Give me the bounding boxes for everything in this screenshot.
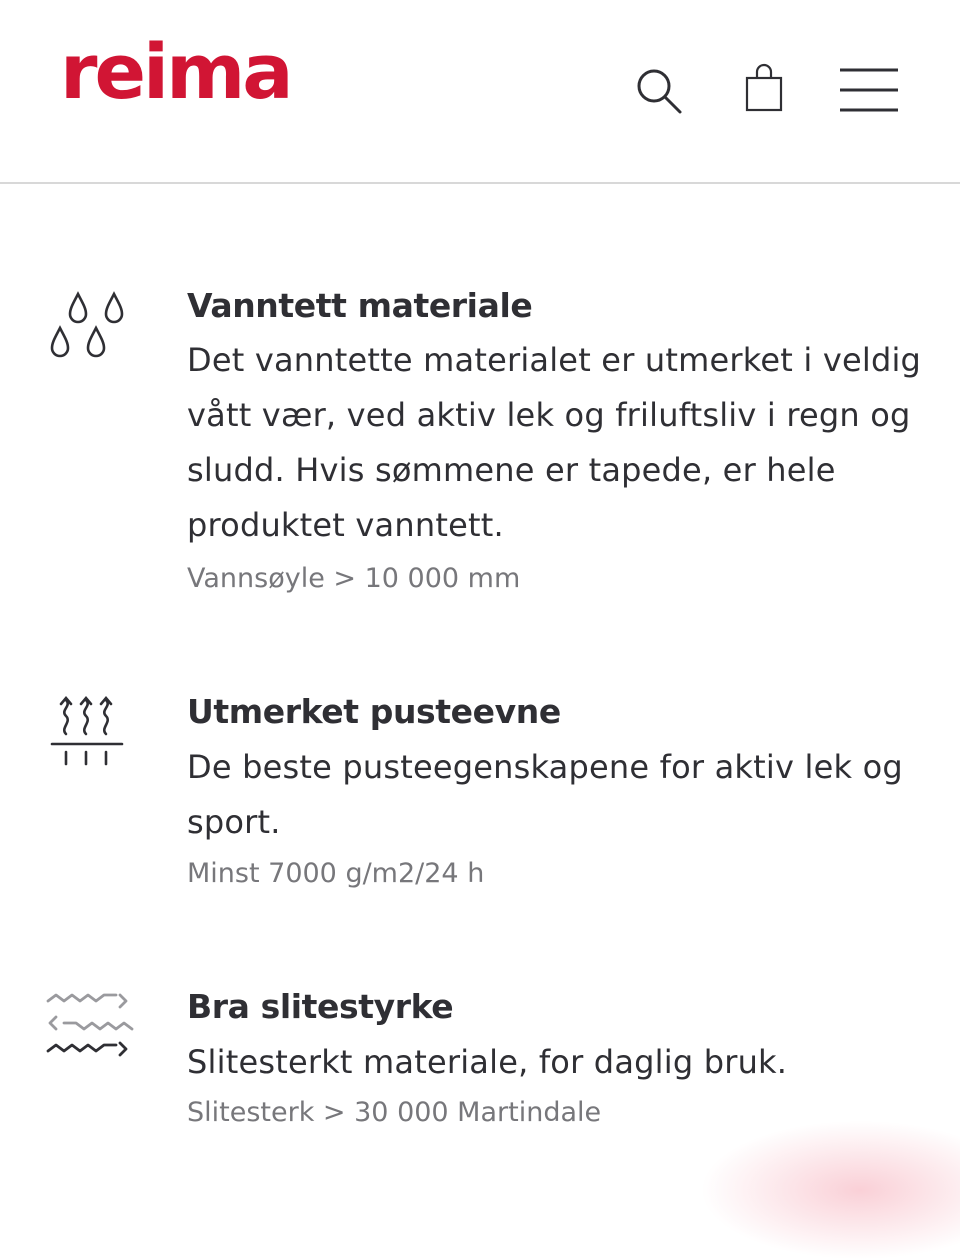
feature-title: Utmerket pusteevne xyxy=(187,692,561,731)
decorative-blob xyxy=(700,1120,960,1260)
feature-spec: Minst 7000 g/m2/24 h xyxy=(187,858,485,889)
shopping-bag-button[interactable] xyxy=(738,60,790,120)
feature-spec: Vannsøyle > 10 000 mm xyxy=(187,563,521,594)
durability-icon xyxy=(38,985,138,1069)
menu-button[interactable] xyxy=(836,64,902,116)
feature-description: De beste pusteegenskapene for aktiv lek og sport. xyxy=(187,748,903,841)
raindrops-icon xyxy=(44,286,140,370)
feature-spec: Slitesterk > 30 000 Martindale xyxy=(187,1097,602,1128)
feature-description: Slitesterkt materiale, for daglig bruk. xyxy=(187,1043,788,1081)
feature-title: Vanntett materiale xyxy=(187,286,533,325)
search-button[interactable] xyxy=(630,62,688,120)
feature-description: Det vanntette materialet er utmerket i veldig vått vær, ved aktiv lek og friluftsliv i regn og sludd. Hvis sømmene er tapede, er hele produktet vanntett. xyxy=(187,341,922,544)
site-header xyxy=(0,0,960,184)
hamburger-menu-icon xyxy=(836,64,902,116)
reima-logo[interactable]: reima xyxy=(60,27,291,116)
feature-title: Bra slitestyrke xyxy=(187,987,454,1026)
breathability-icon xyxy=(44,690,140,774)
shopping-bag-icon xyxy=(738,60,790,120)
search-icon xyxy=(630,62,688,120)
